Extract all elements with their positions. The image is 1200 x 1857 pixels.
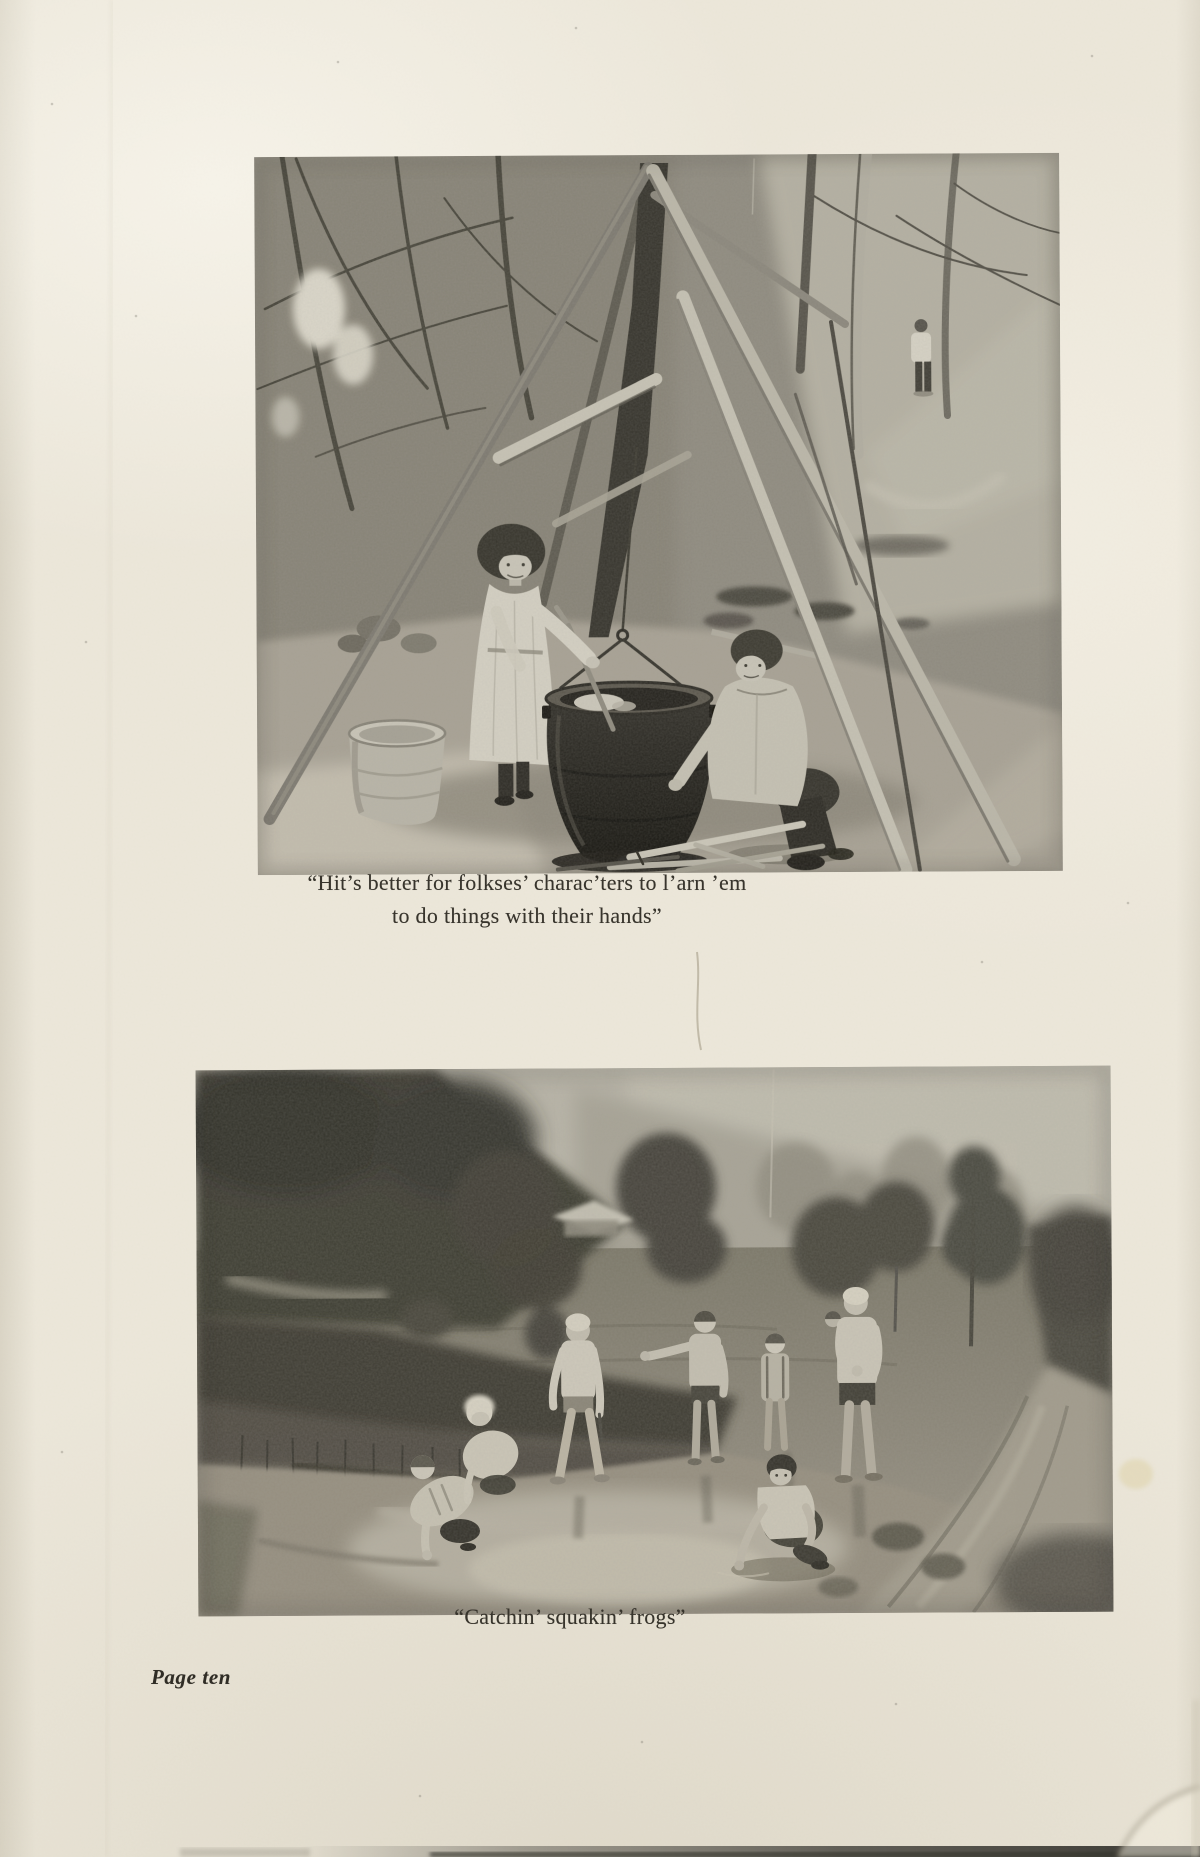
halftone-grain <box>196 1066 1114 1617</box>
caption-frogs-line: “Catchin’ squakin’ frogs” <box>454 1604 686 1629</box>
caption-campfire-line-2: to do things with their hands” <box>392 903 662 928</box>
scan-bottom-line <box>430 1852 1200 1857</box>
caption-campfire <box>175 866 879 932</box>
page-curl-crease <box>1118 1787 1200 1857</box>
photo-campfire-cooking <box>254 153 1063 875</box>
scan-bottom-edge <box>300 1846 1200 1857</box>
scan-edge-fade <box>180 1848 310 1857</box>
paper-stain <box>1119 1459 1153 1489</box>
frogs-photo-illustration <box>196 1066 1114 1617</box>
paper-scratch <box>697 952 701 1050</box>
page-curl-highlight <box>1118 1787 1200 1857</box>
halftone-grain <box>254 153 1063 875</box>
right-edge-shade <box>1192 1700 1200 1857</box>
campfire-photo-illustration <box>254 153 1063 875</box>
paper-crease-left <box>106 0 112 1857</box>
page-number: Page ten <box>151 1665 232 1689</box>
caption-campfire-line-1: “Hit’s better for folkses’ charac’ters to l’arn ’em <box>307 870 747 895</box>
photo-frog-catching <box>196 1066 1114 1617</box>
caption-frogs <box>220 1600 920 1633</box>
